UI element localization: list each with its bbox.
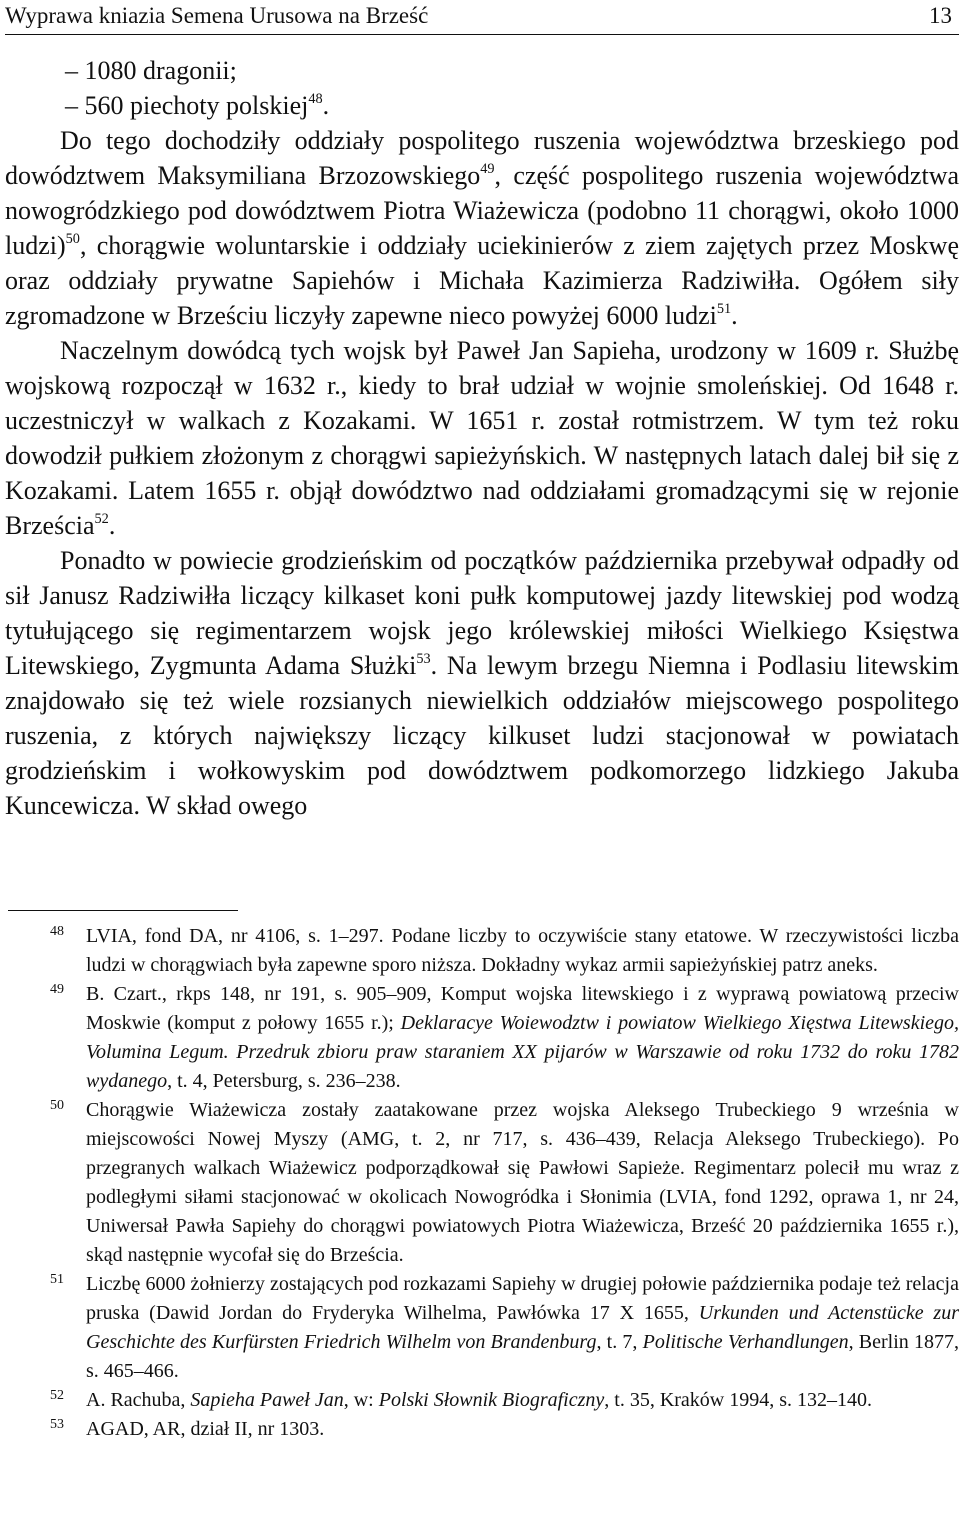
text-run: , chorągwie woluntarskie i oddziały uciekinierów z ziem zajętych przez Moskwę oraz oddziały prywatne Sapiehów i Michała Kazimierza Radziwiłła. Ogółem siły zgromadzone w Brześciu liczyły zapewne nieco powyżej 6000 ludzi [5, 231, 959, 330]
footnote-number [50, 1386, 86, 1415]
paragraph [5, 333, 959, 543]
footnote [5, 1386, 959, 1415]
running-header-title: Wyprawa kniazia Semena Urusowa na Brześć [5, 3, 429, 28]
text-run: Naczelnym dowódcą tych wojsk był Paweł Jan Sapieha, urodzony w 1609 r. Służbę wojskową rozpoczął w 1632 r., kiedy to brał udział w wojnie smoleńskiej. Od 1648 r. uczestniczył w walkach z Kozakami. W 1651 r. został rotmistrzem. W tym też roku dowodził pułkiem złożonym z chorągwi sapieżyńskich. W następnych latach dalej bił się z Kozakami. Latem 1655 r. objął dowództwo nad oddziałami gromadzącymi się w rejonie Brześcia [5, 336, 959, 540]
footnote-number-label: 50 [50, 1098, 64, 1113]
text-run: Chorągwie Wiażewicza zostały zaatakowane przez wojska Aleksego Trubeckiego 9 września w miejscowości Nowej Myszy (AMG, t. 2, nr 717, s. 436–439, Relacja Aleksego Trubeckiego). Po przegranych walkach Wiażewicz podporządkował się Pawłowi Sapieże. Regimentarz polecił mu wraz z podległymi siłami stacjonować w okolicach Nowogródka i Słonimia (LVIA, fond 1292, oprawa 1, nr 24, Uniwersał Pawła Sapiehy do chorągwi powiatowych Piotra Wiażewicza, Brześć 20 października 1655 r.), skąd następnie wycofał się do Brześcia. [86, 1099, 959, 1266]
paragraphs [5, 123, 959, 823]
text-run: , w: [343, 1389, 379, 1411]
footnote [5, 980, 959, 1096]
footnote-number-label: 51 [50, 1272, 64, 1287]
list-item-text: – 560 piechoty polskiej [65, 91, 309, 120]
footnote-number-label: 49 [50, 982, 64, 997]
footnote-number [50, 1270, 86, 1299]
text-run: A. Rachuba, [86, 1389, 191, 1411]
text-run: Ponadto w powiecie grodzieńskim od początków października przebywał odpadły od sił Janusz Radziwiłła liczący kilkaset koni pułk komputowej jazdy litewskiej pod wodzą tytułującego się regimentarzem wojsk jego królewskiej miłości Wielkiego Księstwa Litewskiego, Zygmunta Adama Służki [5, 546, 959, 680]
text-run: , Berlin 1877, s. 465–466. [86, 1331, 960, 1382]
footnote [5, 1270, 959, 1386]
text-run: , t. 7, [596, 1331, 643, 1353]
list-item [5, 88, 959, 123]
paragraph [5, 543, 959, 823]
italic-title: Politische Verhandlungen [642, 1331, 849, 1353]
footnote-ref[interactable]: 48 [308, 91, 323, 108]
list-item [5, 53, 959, 88]
footnote-number [50, 1415, 86, 1444]
text-run: . Na lewym brzegu Niemna i Podlasiu litewskim znajdowało się też wiele rozsianych niewielkich oddziałów miejscowego pospolitego ruszenia, z których największy liczący kilkuset ludzi stacjonował w powiatach grodzieńskim i wołkowyskim pod dowództwem podkomorzego lidzkiego Jakuba Kuncewicza. W skład owego [5, 651, 959, 820]
footnote-ref[interactable]: 52 [94, 511, 109, 528]
text-run: B. Czart., rkps 148, nr 191, s. 905–909, Komput wojska litewskiego i z wyprawą powiatową przeciw Moskwie (komput z połowy 1655 r.); [86, 983, 959, 1034]
text-run: AGAD, AR, dział II, nr 1303. [86, 1418, 325, 1440]
footnote [5, 1415, 959, 1444]
page-number: 13 [929, 3, 952, 28]
text-run: Liczbę 6000 żołnierzy zostających pod rozkazami Sapiehy w drugiej połowie października podaje też relacja pruska (Dawid Jordan do Fryderyka Wilhelma, Pawłówka 17 X 1655, [86, 1273, 959, 1324]
paragraph [5, 123, 959, 333]
footnote-ref[interactable]: 50 [65, 231, 80, 248]
footnotes [5, 922, 959, 1444]
footnote-number [50, 980, 86, 1009]
text-run: Do tego dochodziły oddziały pospolitego ruszenia województwa brzeskiego pod dowództwem Maksymiliana Brzozowskiego [5, 126, 959, 190]
footnote-ref[interactable]: 51 [716, 301, 732, 318]
footnote-number [50, 1096, 86, 1125]
footnote-separator [8, 910, 238, 911]
footnote [5, 1096, 959, 1270]
footnote-ref[interactable]: 49 [480, 161, 495, 178]
footnote-number-label: 48 [50, 924, 64, 939]
italic-title: Urkunden und Actenstücke zur Geschichte des Kurfürsten Friedrich Wilhelm von Brandenburg [86, 1302, 959, 1353]
body-text [5, 53, 959, 823]
footnote-ref[interactable]: 53 [416, 651, 431, 668]
footnote-number [50, 922, 86, 951]
list-item-text: – 1080 dragonii; [65, 56, 237, 85]
text-run: . [731, 301, 738, 330]
footnote [5, 922, 959, 980]
italic-title: Sapieha Paweł Jan [190, 1389, 344, 1411]
header-rule [5, 34, 959, 35]
text-run: , t. 35, Kraków 1994, s. 132–140. [604, 1389, 873, 1411]
list-item-punct: . [322, 91, 330, 120]
text-run: , część pospolitego ruszenia województwa nowogródzkiego pod dowództwem Piotra Wiażewicza (podobno 11 chorągwi, około 1000 ludzi) [5, 161, 960, 260]
footnote-number-label: 53 [50, 1417, 64, 1432]
text-run: LVIA, fond DA, nr 4106, s. 1–297. Podane liczby to oczywiście stany etatowe. W rzeczywistości liczba ludzi w chorągwiach była zapewne sporo niższa. Dokładny wykaz armii sapieżyńskiej patrz aneks. [86, 925, 959, 976]
footnote-number-label: 52 [50, 1388, 64, 1403]
italic-title: Polski Słownik Biograficzny [378, 1389, 605, 1411]
text-run: . [108, 511, 116, 540]
text-run: , t. 4, Petersburg, s. 236–238. [167, 1070, 401, 1092]
italic-title: Deklaracye Woiewodztw i powiatow Wielkiego Xięstwa Litewskiego, Volumina Legum. Przedruk zbioru praw staraniem XX pijarów w Warszawie od roku 1732 do roku 1782 wydanego [86, 1012, 959, 1092]
